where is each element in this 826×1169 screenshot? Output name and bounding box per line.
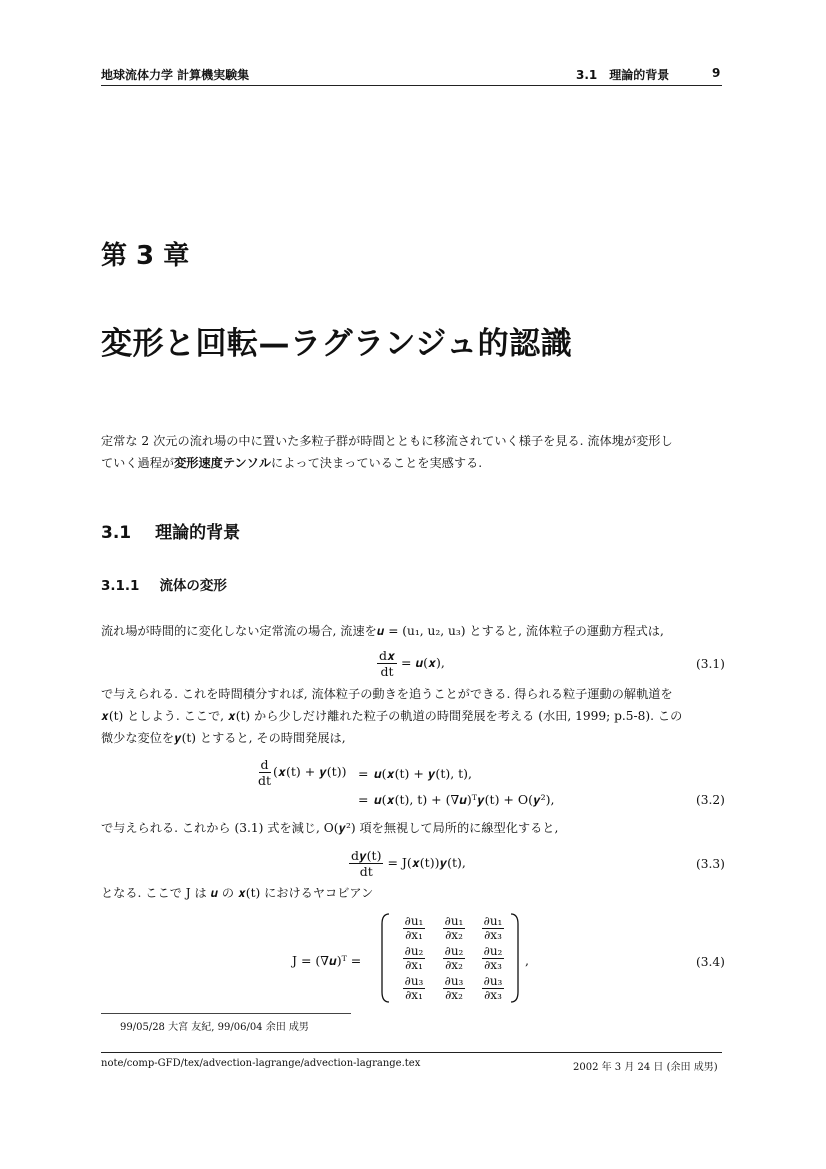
eq2-rhs-2: 𝒖(𝒙(t), t) + (∇𝒖)ᵀ𝒚(t) + O(𝒚²), — [374, 792, 555, 807]
matrix-numerator: ∂u₁ — [444, 913, 464, 928]
paragraph-2 — [101, 683, 729, 749]
paragraph-4: となる. ここで J は 𝒖 の 𝒙(t) におけるヤコビアン — [101, 886, 374, 900]
subsection-title: 流体の変形 — [159, 578, 227, 594]
intro-line-1: 定常な 2 次元の流れ場の中に置いた多粒子群が時間とともに移流されていく様子を見る. 流体塊が変形し — [101, 434, 673, 448]
eq2-lhs-rest: (𝒙(t) + 𝒚(t)) — [273, 764, 347, 779]
chapter-title: 変形と回転—ラグランジュ的認識 — [101, 326, 573, 362]
eq2-denominator: dt — [258, 773, 272, 788]
intro-line-2-pre: ていく過程が — [101, 456, 175, 470]
matrix-denominator: ∂x₃ — [484, 927, 502, 942]
eq3-fraction — [349, 848, 383, 879]
section-number: 3.1 — [101, 523, 132, 543]
footer-date: 2002 年 3 月 24 日 (余田 成男) — [573, 1062, 718, 1073]
footnote-rule — [101, 1013, 351, 1014]
matrix-numerator: ∂u₃ — [444, 973, 464, 988]
header-rule — [101, 85, 722, 86]
jacobian-matrix — [380, 912, 520, 1004]
section-title: 理論的背景 — [155, 523, 241, 543]
matrix-denominator: ∂x₁ — [405, 927, 423, 942]
eq1-numerator: d𝒙 — [379, 648, 396, 663]
eq4-tail: , — [525, 953, 529, 968]
running-header-title: 地球流体力学 計算機実験集 — [101, 68, 250, 82]
eq3-numerator: d𝒚(t) — [351, 848, 382, 863]
matrix-numerator: ∂u₂ — [483, 943, 503, 958]
footnote: 99/05/28 大宮 友紀, 99/06/04 余田 成男 — [120, 1022, 309, 1033]
paragraph-2-line-3: 微少な変位を𝒚(t) とすると, その時間発展は, — [101, 731, 346, 745]
matrix-denominator: ∂x₂ — [445, 987, 463, 1002]
eq2-equals-1: = — [358, 766, 369, 781]
intro-line-2-post: によって決まっていることを実感する. — [271, 456, 483, 470]
eq-label-3-4: (3.4) — [696, 955, 725, 969]
matrix-entry-3-3 — [482, 975, 505, 1002]
matrix-entry-2-3 — [482, 945, 505, 972]
eq-label-3-2: (3.2) — [696, 793, 725, 807]
footer-path: note/comp-GFD/tex/advection-lagrange/advection-lagrange.tex — [101, 1058, 421, 1069]
eq-label-3-1: (3.1) — [696, 657, 725, 671]
matrix-denominator: ∂x₂ — [445, 957, 463, 972]
matrix-denominator: ∂x₁ — [405, 957, 423, 972]
equation-3-1 — [377, 648, 445, 679]
matrix-entry-2-2 — [443, 945, 466, 972]
eq1-fraction — [377, 648, 397, 679]
matrix-entry-1-2 — [443, 915, 466, 942]
running-header-section: 3.1 理論的背景 — [576, 68, 670, 82]
paragraph-2-line-1: で与えられる. これを時間積分すれば, 流体粒子の動きを追うことができる. 得られる粒子運動の解軌道を — [101, 687, 673, 701]
eq3-rhs: = J(𝒙(t))𝒚(t), — [387, 855, 466, 870]
matrix-numerator: ∂u₂ — [444, 943, 464, 958]
subsection-number: 3.1.1 — [101, 578, 140, 594]
page-number: 9 — [712, 66, 721, 80]
equation-3-2-lhs — [256, 757, 346, 788]
matrix-numerator: ∂u₁ — [483, 913, 503, 928]
eq1-rhs: = 𝒖(𝒙), — [401, 655, 445, 670]
matrix-numerator: ∂u₃ — [404, 973, 424, 988]
eq2-fraction — [256, 757, 273, 788]
matrix-numerator: ∂u₃ — [483, 973, 503, 988]
eq2-rhs-1: 𝒖(𝒙(t) + 𝒚(t), t), — [374, 766, 473, 781]
matrix-entry-1-1 — [403, 915, 426, 942]
footer-rule — [101, 1052, 722, 1053]
matrix-entry-3-1 — [403, 975, 426, 1002]
matrix-denominator: ∂x₂ — [445, 927, 463, 942]
intro-bold-term: 変形速度テンソル — [174, 456, 272, 470]
matrix-grid — [394, 913, 512, 1003]
equation-3-3 — [349, 848, 466, 879]
eq1-denominator: dt — [380, 664, 394, 679]
intro-paragraph — [101, 430, 726, 474]
matrix-denominator: ∂x₁ — [405, 987, 423, 1002]
matrix-numerator: ∂u₁ — [404, 913, 424, 928]
paragraph-3: で与えられる. これから (3.1) 式を減じ, O(𝒚²) 項を無視して局所的に線型化すると, — [101, 821, 559, 835]
section-heading — [101, 518, 240, 543]
matrix-denominator: ∂x₃ — [484, 957, 502, 972]
chapter-label: 第 3 章 — [101, 241, 190, 271]
eq2-numerator: d — [260, 757, 269, 772]
matrix-denominator: ∂x₃ — [484, 987, 502, 1002]
matrix-entry-1-3 — [482, 915, 505, 942]
subsection-heading — [101, 574, 227, 594]
paragraph-1: 流れ場が時間的に変化しない定常流の場合, 流速を𝒖 = (u₁, u₂, u₃) とすると, 流体粒子の運動方程式は, — [101, 624, 664, 638]
eq-label-3-3: (3.3) — [696, 857, 725, 871]
eq3-denominator: dt — [359, 864, 373, 879]
matrix-numerator: ∂u₂ — [404, 943, 424, 958]
eq4-lhs: J = (∇𝒖)ᵀ = — [292, 953, 362, 968]
intro-line-2 — [101, 452, 726, 474]
matrix-entry-2-1 — [403, 945, 426, 972]
paragraph-2-line-2: 𝒙(t) としよう. ここで, 𝒙(t) から少しだけ離れた粒子の軌道の時間発展を考える (水田, 1999; p.5-8). この — [101, 709, 683, 723]
matrix-entry-3-2 — [443, 975, 466, 1002]
eq2-equals-2: = — [358, 792, 369, 807]
